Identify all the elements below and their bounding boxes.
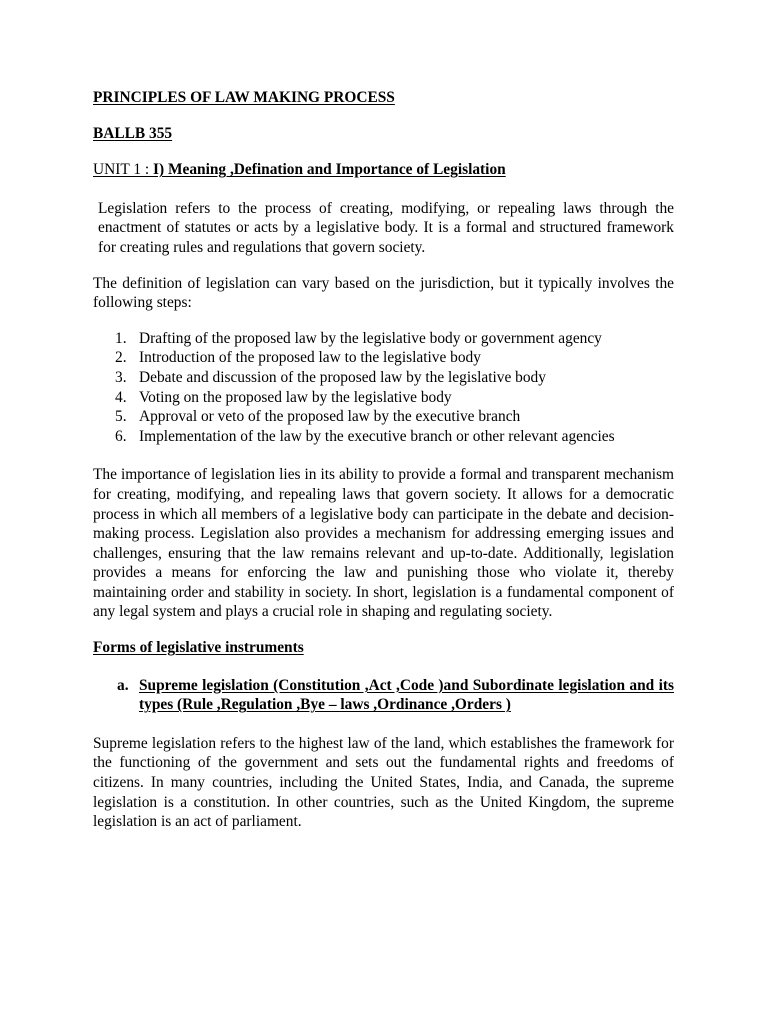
unit-prefix: UNIT 1 : [93, 161, 153, 179]
list-item-text: Drafting of the proposed law by the legislative body or government agency [139, 329, 602, 347]
list-item [115, 388, 674, 408]
document-title: PRINCIPLES OF LAW MAKING PROCESS [93, 89, 395, 106]
list-item [115, 329, 674, 349]
list-item [115, 407, 674, 427]
list-item [115, 427, 674, 447]
list-item-number: 5. [115, 408, 127, 426]
unit-heading [93, 160, 674, 180]
list-item-number: 1. [115, 329, 127, 347]
importance-paragraph: The importance of legislation lies in its ability to provide a formal and transparent mechanism for creating, modifying, and repealing laws that govern society. It allows for a democratic process in which all members of a legislative body can participate in the debate and decision-making process. Legislation also provides a mechanism for addressing emerging issues and challenges, ensuring that the law remains relevant and up-to-date. Additionally, legislation provides a means for enforcing the law and punishing those who violate it, thereby maintaining order and stability in society. In short, legislation is a fundamental component of any legal system and plays a crucial role in shaping and regulating society. [93, 466, 674, 621]
list-item [117, 676, 674, 715]
list-item-number: 2. [115, 349, 127, 367]
supreme-paragraph: Supreme legislation refers to the highest law of the land, which establishes the framework for the functioning of the government and sets out the fundamental rights and freedoms of citizens. In many countries, including the United States, India, and Canada, the supreme legislation is a constitution. In other countries, such as the United Kingdom, the supreme legislation is an act of parliament. [93, 734, 674, 831]
forms-list [93, 676, 674, 715]
list-item-number: 4. [115, 388, 127, 406]
unit-title: I) Meaning ,Defination and Importance of Legislation [153, 161, 506, 179]
steps-list [93, 329, 674, 447]
list-item [115, 348, 674, 368]
list-item-text: Approval or veto of the proposed law by the executive branch [139, 408, 521, 426]
list-item-number: 3. [115, 368, 127, 386]
document-page [93, 88, 674, 832]
list-item-text: Implementation of the law by the executive branch or other relevant agencies [139, 427, 615, 445]
intro-paragraph: Legislation refers to the process of creating, modifying, or repealing laws through the enactment of statutes or acts by a legislative body. It is a formal and structured framework for creating rules and regulations that govern society. [98, 199, 674, 256]
list-item-text: Introduction of the proposed law to the legislative body [139, 349, 481, 367]
course-code: BALLB 355 [93, 124, 173, 142]
forms-heading: Forms of legislative instruments [93, 639, 304, 657]
list-item [115, 368, 674, 388]
definition-paragraph: The definition of legislation can vary based on the jurisdiction, but it typically involves the following steps: [93, 274, 674, 312]
list-item-letter: a. [117, 676, 129, 694]
list-item-text: Voting on the proposed law by the legislative body [139, 388, 452, 406]
list-item-text: Supreme legislation (Constitution ,Act ,Code )and Subordinate legislation and its types (Rule ,Regulation ,Bye – laws ,Ordinance ,Orders ) [139, 676, 674, 714]
list-item-number: 6. [115, 427, 127, 445]
list-item-text: Debate and discussion of the proposed law by the legislative body [139, 368, 546, 386]
